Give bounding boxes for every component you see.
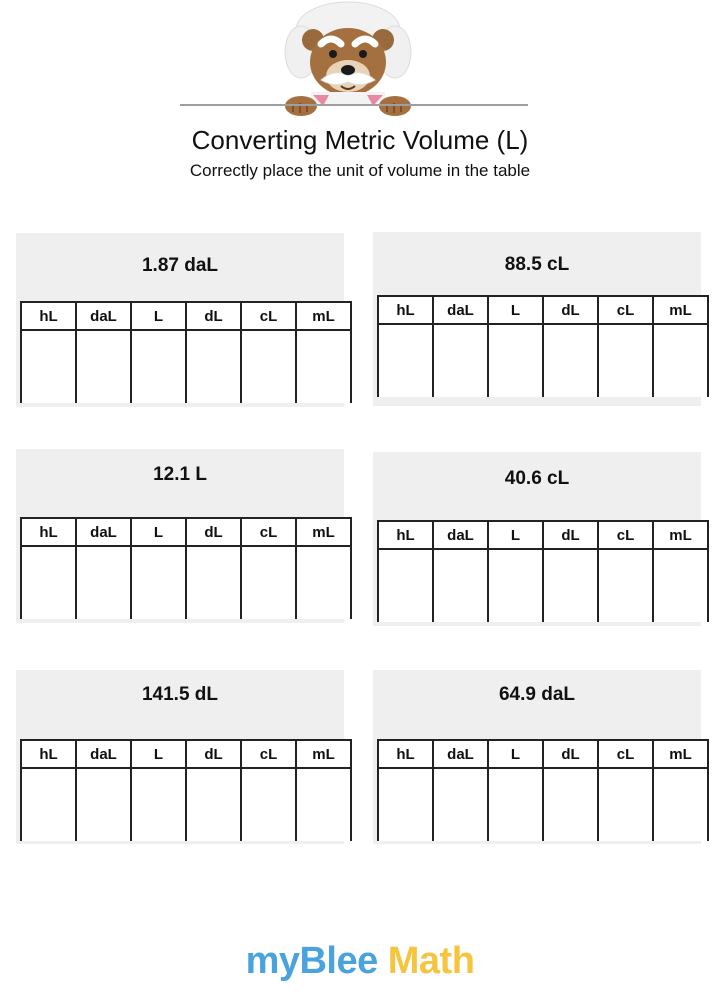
exercise-card-3 — [16, 449, 344, 623]
exercise-card-1 — [16, 233, 344, 407]
unit-header-ml: mL — [296, 518, 351, 546]
digit-cell-hl[interactable] — [378, 324, 433, 397]
logo-part-myblee: myBlee — [245, 940, 378, 982]
digit-cell-l[interactable] — [131, 330, 186, 403]
digit-cell-l[interactable] — [131, 768, 186, 841]
unit-header-dl: dL — [186, 740, 241, 768]
digit-cell-dl[interactable] — [543, 768, 598, 841]
digit-cell-dl[interactable] — [186, 768, 241, 841]
unit-header-l: L — [131, 302, 186, 330]
digit-cell-dal[interactable] — [76, 546, 131, 619]
digit-cell-l[interactable] — [488, 324, 543, 397]
unit-header-hl: hL — [21, 740, 76, 768]
digit-cell-l[interactable] — [488, 768, 543, 841]
digit-cell-dl[interactable] — [543, 324, 598, 397]
digit-cell-hl[interactable] — [378, 549, 433, 622]
unit-header-dal: daL — [76, 518, 131, 546]
unit-header-dal: daL — [433, 740, 488, 768]
unit-header-hl: hL — [21, 302, 76, 330]
digit-cell-cl[interactable] — [598, 549, 653, 622]
digit-cell-cl[interactable] — [598, 324, 653, 397]
unit-header-l: L — [131, 740, 186, 768]
digit-cell-dal[interactable] — [76, 330, 131, 403]
unit-header-dl: dL — [543, 740, 598, 768]
digit-cell-cl[interactable] — [598, 768, 653, 841]
unit-header-cl: cL — [241, 518, 296, 546]
digit-cell-hl[interactable] — [378, 768, 433, 841]
digit-cell-hl[interactable] — [21, 768, 76, 841]
exercise-value: 64.9 daL — [498, 684, 576, 705]
unit-table — [20, 517, 352, 619]
exercise-card-5 — [16, 670, 344, 844]
unit-header-cl: cL — [241, 302, 296, 330]
header-divider — [180, 104, 528, 106]
digit-cell-ml[interactable] — [653, 768, 708, 841]
exercise-value: 1.87 daL — [141, 255, 219, 276]
unit-header-l: L — [131, 518, 186, 546]
unit-header-dal: daL — [76, 302, 131, 330]
unit-header-hl: hL — [378, 740, 433, 768]
unit-header-cl: cL — [241, 740, 296, 768]
unit-table — [377, 739, 709, 841]
exercise-card-6 — [373, 670, 701, 844]
digit-cell-cl[interactable] — [241, 768, 296, 841]
unit-header-hl: hL — [21, 518, 76, 546]
digit-cell-dal[interactable] — [76, 768, 131, 841]
unit-header-dal: daL — [433, 521, 488, 549]
digit-cell-cl[interactable] — [241, 330, 296, 403]
unit-header-cl: cL — [598, 521, 653, 549]
unit-header-cl: cL — [598, 740, 653, 768]
unit-table — [20, 301, 352, 403]
unit-header-dl: dL — [186, 518, 241, 546]
digit-cell-cl[interactable] — [241, 546, 296, 619]
unit-header-l: L — [488, 740, 543, 768]
unit-header-dl: dL — [543, 296, 598, 324]
digit-cell-dl[interactable] — [186, 330, 241, 403]
unit-header-ml: mL — [653, 521, 708, 549]
exercise-value: 88.5 cL — [504, 254, 570, 275]
unit-header-ml: mL — [653, 740, 708, 768]
digit-cell-l[interactable] — [488, 549, 543, 622]
digit-cell-dal[interactable] — [433, 549, 488, 622]
digit-cell-ml[interactable] — [296, 768, 351, 841]
digit-cell-ml[interactable] — [653, 324, 708, 397]
unit-header-l: L — [488, 521, 543, 549]
unit-header-hl: hL — [378, 296, 433, 324]
bear-mascot-icon — [283, 0, 413, 118]
exercise-value: 40.6 cL — [504, 468, 570, 489]
exercise-value: 12.1 L — [153, 464, 207, 485]
unit-header-hl: hL — [378, 521, 433, 549]
digit-cell-l[interactable] — [131, 546, 186, 619]
unit-header-l: L — [488, 296, 543, 324]
digit-cell-dal[interactable] — [433, 768, 488, 841]
worksheet-header — [0, 0, 720, 190]
digit-cell-dl[interactable] — [186, 546, 241, 619]
digit-cell-ml[interactable] — [296, 330, 351, 403]
unit-header-ml: mL — [296, 302, 351, 330]
unit-table — [377, 295, 709, 397]
page-title: Converting Metric Volume (L) — [191, 125, 529, 155]
unit-header-ml: mL — [653, 296, 708, 324]
page-subtitle: Correctly place the unit of volume in the table — [189, 161, 531, 180]
unit-table — [20, 739, 352, 841]
digit-cell-ml[interactable] — [653, 549, 708, 622]
digit-cell-hl[interactable] — [21, 330, 76, 403]
digit-cell-dl[interactable] — [543, 549, 598, 622]
exercise-card-2 — [373, 232, 701, 406]
myblee-math-logo — [0, 940, 720, 983]
exercise-value: 141.5 dL — [141, 684, 219, 705]
digit-cell-ml[interactable] — [296, 546, 351, 619]
digit-cell-hl[interactable] — [21, 546, 76, 619]
unit-header-ml: mL — [296, 740, 351, 768]
unit-header-dal: daL — [76, 740, 131, 768]
unit-header-cl: cL — [598, 296, 653, 324]
unit-table — [377, 520, 709, 622]
logo-part-math: Math — [387, 940, 475, 982]
unit-header-dl: dL — [543, 521, 598, 549]
digit-cell-dal[interactable] — [433, 324, 488, 397]
unit-header-dal: daL — [433, 296, 488, 324]
unit-header-dl: dL — [186, 302, 241, 330]
exercise-card-4 — [373, 452, 701, 626]
